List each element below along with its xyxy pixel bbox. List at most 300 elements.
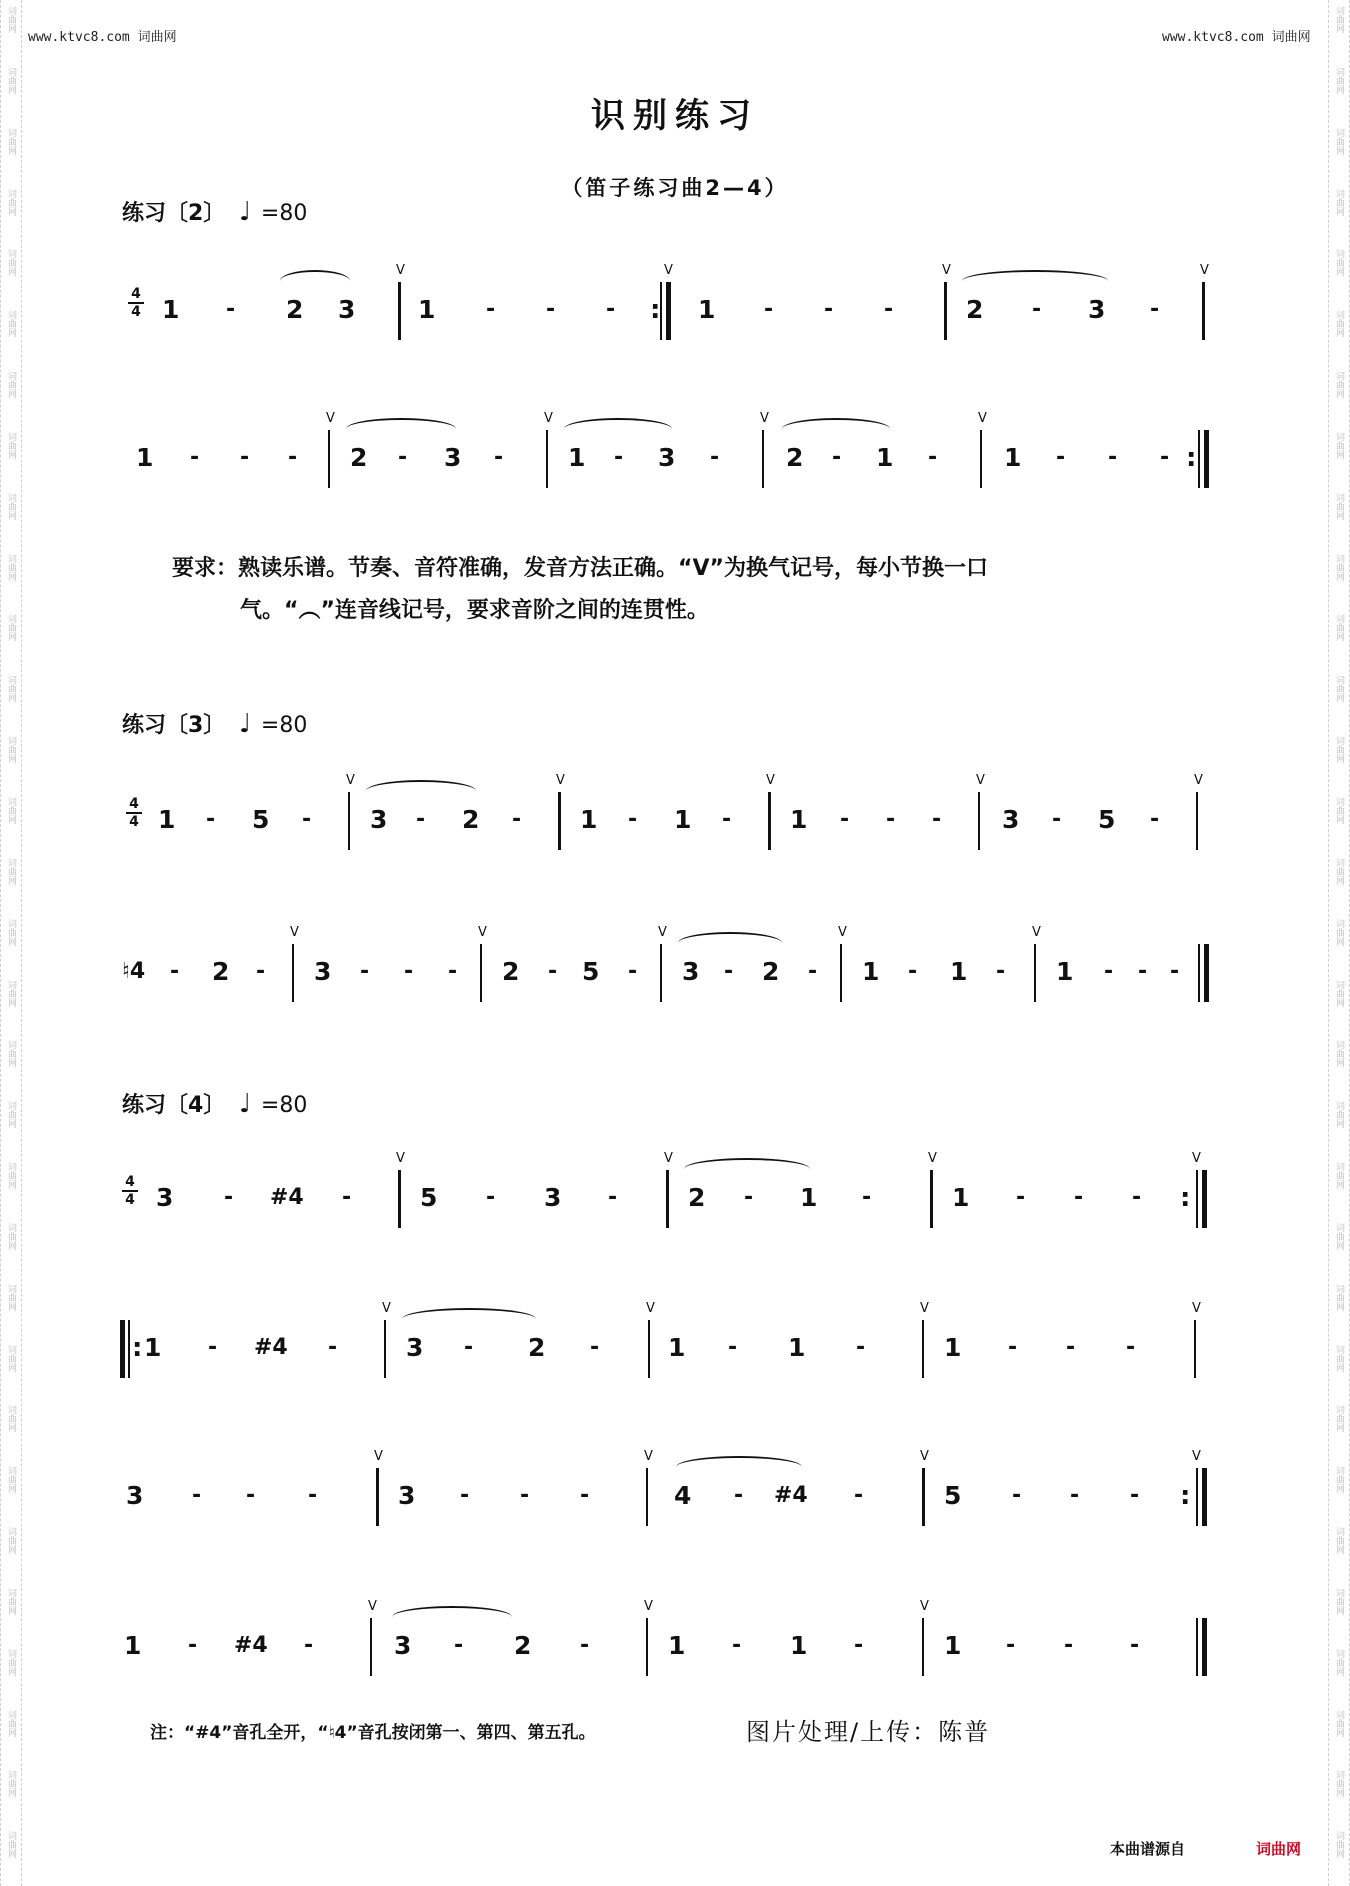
- note: 2: [528, 1333, 546, 1362]
- breath-mark: V: [838, 925, 847, 940]
- note: 3: [394, 1631, 412, 1660]
- left-watermark-strip: [0, 0, 22, 1886]
- dash: -: [832, 445, 842, 470]
- dash: -: [996, 959, 1006, 984]
- dash: -: [404, 959, 414, 984]
- watermark-text: 词曲网: [1334, 1648, 1344, 1676]
- dash: -: [1074, 1185, 1084, 1210]
- barline: [666, 1170, 669, 1228]
- breath-mark: V: [382, 1301, 391, 1316]
- note: 5: [1098, 805, 1116, 834]
- quarter-note-icon: ♩: [238, 1089, 252, 1119]
- dash: -: [1132, 1185, 1142, 1210]
- dash: -: [190, 445, 200, 470]
- dash: -: [486, 1185, 496, 1210]
- watermark-text: 词曲网: [1334, 1040, 1344, 1068]
- dash: -: [732, 1633, 742, 1658]
- dash: -: [808, 959, 818, 984]
- barline: [398, 282, 401, 340]
- dash: -: [854, 1633, 864, 1658]
- watermark-text: 词曲网: [1334, 918, 1344, 946]
- dash: -: [208, 1335, 218, 1360]
- breath-mark: V: [1192, 1151, 1201, 1166]
- watermark-text: 词曲网: [6, 310, 16, 338]
- tempo-marking: =80: [260, 201, 308, 226]
- watermark-text: 词曲网: [1334, 1770, 1344, 1798]
- watermark-text: 词曲网: [6, 127, 16, 155]
- watermark-text: 词曲网: [6, 736, 16, 764]
- watermark-text: 词曲网: [1334, 1709, 1344, 1737]
- note: 1: [862, 957, 880, 986]
- barline: [1202, 282, 1205, 340]
- watermark-text: 词曲网: [1334, 1344, 1344, 1372]
- note: ♮4: [122, 959, 146, 984]
- note: 2: [786, 443, 804, 472]
- dash: -: [734, 1483, 744, 1508]
- watermark-text: 词曲网: [6, 66, 16, 94]
- source-label: 本曲谱源自: [1110, 1840, 1186, 1858]
- watermark-text: 词曲网: [6, 796, 16, 824]
- watermark-text: 词曲网: [6, 857, 16, 885]
- watermark-text: 词曲网: [6, 1101, 16, 1129]
- breath-mark: V: [290, 925, 299, 940]
- note: 1: [568, 443, 586, 472]
- repeat-barline: [666, 282, 671, 340]
- breath-mark: V: [556, 773, 565, 788]
- dash: -: [308, 1483, 318, 1508]
- watermark-text: 词曲网: [6, 1040, 16, 1068]
- note: 2: [212, 957, 230, 986]
- barline: [558, 792, 561, 850]
- watermark-text: 词曲网: [6, 431, 16, 459]
- note: 5: [582, 957, 600, 986]
- note: 2: [762, 957, 780, 986]
- watermark-text: 词曲网: [1334, 1831, 1344, 1859]
- dash: -: [580, 1633, 590, 1658]
- barline: [1196, 1468, 1198, 1526]
- dash: -: [1008, 1335, 1018, 1360]
- dash: -: [1104, 959, 1114, 984]
- breath-mark: V: [976, 773, 985, 788]
- note: 1: [876, 443, 894, 472]
- dash: -: [1150, 807, 1160, 832]
- barline: [1196, 792, 1198, 850]
- watermark-text: 词曲网: [1334, 66, 1344, 94]
- dash: -: [628, 959, 638, 984]
- time-signature: 4 4: [122, 1174, 138, 1208]
- breath-mark: V: [978, 411, 987, 426]
- dash: -: [884, 297, 894, 322]
- barline: [384, 1320, 386, 1378]
- header-left-url[interactable]: www.ktvc8.com 词曲网: [28, 30, 177, 45]
- note: 2: [514, 1631, 532, 1660]
- barline: [370, 1618, 372, 1676]
- note: 1: [944, 1631, 962, 1660]
- watermark-text: 词曲网: [6, 1709, 16, 1737]
- watermark-text: 词曲网: [1334, 1101, 1344, 1129]
- dash: -: [590, 1335, 600, 1360]
- note: 1: [668, 1333, 686, 1362]
- dash: -: [1138, 959, 1148, 984]
- dash: -: [548, 959, 558, 984]
- note: 2: [286, 295, 304, 324]
- dash: -: [1056, 445, 1066, 470]
- dash: -: [460, 1483, 470, 1508]
- watermark-text: 词曲网: [6, 1405, 16, 1433]
- breath-mark: V: [644, 1449, 653, 1464]
- staff-6: [120, 1301, 1215, 1378]
- barline: [1196, 1170, 1198, 1228]
- dash: -: [1032, 297, 1042, 322]
- dash: -: [224, 1185, 234, 1210]
- barline: [376, 1468, 379, 1526]
- watermark-text: 词曲网: [6, 1466, 16, 1494]
- watermark-text: 词曲网: [1334, 553, 1344, 581]
- watermark-text: 词曲网: [6, 675, 16, 703]
- barline: [398, 1170, 401, 1228]
- breath-mark: V: [644, 1599, 653, 1614]
- note: 2: [350, 443, 368, 472]
- dash: -: [580, 1483, 590, 1508]
- barline: [1034, 944, 1036, 1002]
- tempo-marking: =80: [260, 713, 308, 738]
- dash: -: [448, 959, 458, 984]
- watermark-text: 词曲网: [1334, 1405, 1344, 1433]
- right-watermark-strip: [1328, 0, 1350, 1886]
- dash: -: [494, 445, 504, 470]
- watermark-text: 词曲网: [1334, 857, 1344, 885]
- barline: [292, 944, 294, 1002]
- note: 1: [158, 805, 176, 834]
- note: 2: [462, 805, 480, 834]
- watermark-text: 词曲网: [1334, 249, 1344, 277]
- dash: -: [606, 297, 616, 322]
- barline: [840, 944, 842, 1002]
- note: 3: [370, 805, 388, 834]
- dash: -: [188, 1633, 198, 1658]
- note: 3: [444, 443, 462, 472]
- note: 3: [314, 957, 332, 986]
- breath-mark: V: [396, 263, 405, 278]
- barline: [348, 792, 350, 850]
- breath-mark: V: [326, 411, 335, 426]
- dash: -: [608, 1185, 618, 1210]
- exercise-label: 练习〔2〕: [122, 201, 226, 226]
- dash: -: [764, 297, 774, 322]
- barline: [1198, 430, 1200, 488]
- breath-mark: V: [478, 925, 487, 940]
- dash: -: [614, 445, 624, 470]
- watermark-text: 词曲网: [6, 1648, 16, 1676]
- note: #4: [234, 1633, 268, 1658]
- breath-mark: V: [766, 773, 775, 788]
- dash: -: [854, 1483, 864, 1508]
- note: 1: [144, 1333, 162, 1362]
- dash: -: [486, 297, 496, 322]
- breath-mark: V: [1200, 263, 1209, 278]
- barline: [128, 1320, 130, 1378]
- breath-mark: V: [374, 1449, 383, 1464]
- dash: -: [932, 807, 942, 832]
- note: 1: [790, 805, 808, 834]
- dash: -: [1066, 1335, 1076, 1360]
- breath-mark: V: [646, 1301, 655, 1316]
- dash: -: [1130, 1483, 1140, 1508]
- dash: -: [1160, 445, 1170, 470]
- page-title: 识别练习: [591, 96, 759, 136]
- dash: -: [1070, 1483, 1080, 1508]
- watermark-text: 词曲网: [1334, 188, 1344, 216]
- note: 1: [952, 1183, 970, 1212]
- note: #4: [254, 1335, 288, 1360]
- dash: -: [288, 445, 298, 470]
- barline: [1196, 1618, 1198, 1676]
- breath-mark: V: [396, 1151, 405, 1166]
- breath-mark: V: [544, 411, 553, 426]
- breath-mark: V: [1192, 1449, 1201, 1464]
- breath-mark: V: [920, 1449, 929, 1464]
- watermark-text: 词曲网: [6, 249, 16, 277]
- footnote: 注：“#4”音孔全开，“♮4”音孔按闭第一、第四、第五孔。: [150, 1723, 596, 1743]
- note: #4: [270, 1185, 304, 1210]
- dash: -: [1064, 1633, 1074, 1658]
- dash: -: [520, 1483, 530, 1508]
- watermark-text: 词曲网: [1334, 1527, 1344, 1555]
- breath-mark: V: [658, 925, 667, 940]
- watermark-text: 词曲网: [1334, 492, 1344, 520]
- watermark-text: 词曲网: [1334, 1162, 1344, 1190]
- barline: [1198, 944, 1200, 1002]
- note: 2: [966, 295, 984, 324]
- requirement-line-1: 要求：熟读乐谱。节奏、音符准确，发音方法正确。“V”为换气记号，每小节换一口: [172, 556, 988, 581]
- breath-mark: V: [368, 1599, 377, 1614]
- dash: -: [1108, 445, 1118, 470]
- dash: -: [710, 445, 720, 470]
- repeat-barline: [1202, 1170, 1207, 1228]
- barline: [768, 792, 771, 850]
- note: 1: [698, 295, 716, 324]
- dash: -: [192, 1483, 202, 1508]
- note: 2: [688, 1183, 706, 1212]
- dash: -: [302, 807, 312, 832]
- dash: -: [342, 1185, 352, 1210]
- barline: [922, 1618, 924, 1676]
- barline: [922, 1468, 925, 1526]
- dash: -: [744, 1185, 754, 1210]
- watermark-text: 词曲网: [6, 918, 16, 946]
- dash: -: [1052, 807, 1062, 832]
- watermark-text: 词曲网: [6, 188, 16, 216]
- dash: -: [856, 1335, 866, 1360]
- note: 1: [668, 1631, 686, 1660]
- staff-5: [120, 1151, 1215, 1228]
- repeat-dots: :: [132, 1333, 143, 1363]
- watermark-text: 词曲网: [6, 371, 16, 399]
- dash: -: [928, 445, 938, 470]
- watermark-text: 词曲网: [6, 492, 16, 520]
- breath-mark: V: [1194, 773, 1203, 788]
- note: 5: [944, 1481, 962, 1510]
- watermark-text: 词曲网: [6, 1587, 16, 1615]
- dash: -: [1006, 1633, 1016, 1658]
- watermark-text: 词曲网: [1334, 1587, 1344, 1615]
- note: 3: [658, 443, 676, 472]
- requirement-line-2: 气。“︵”连音线记号，要求音阶之间的连贯性。: [240, 598, 709, 623]
- note: 3: [398, 1481, 416, 1510]
- repeat-dots: :: [1186, 443, 1197, 473]
- barline: [1194, 1320, 1196, 1378]
- dash: -: [454, 1633, 464, 1658]
- note: 3: [338, 295, 356, 324]
- barline: [660, 944, 662, 1002]
- note: #4: [774, 1483, 808, 1508]
- note: 3: [1002, 805, 1020, 834]
- dash: -: [1016, 1185, 1026, 1210]
- watermark-text: 词曲网: [6, 1831, 16, 1859]
- tempo-marking: =80: [260, 1093, 308, 1118]
- barline: [978, 792, 980, 850]
- watermark-text: 词曲网: [1334, 6, 1344, 33]
- breath-mark: V: [928, 1151, 937, 1166]
- dash: -: [398, 445, 408, 470]
- note: 3: [682, 957, 700, 986]
- breath-mark: V: [942, 263, 951, 278]
- header-right-url[interactable]: www.ktvc8.com 词曲网: [1162, 30, 1311, 45]
- note: 3: [406, 1333, 424, 1362]
- watermark-text: 词曲网: [6, 6, 16, 33]
- dash: -: [1150, 297, 1160, 322]
- note: 1: [674, 805, 692, 834]
- dash: -: [304, 1633, 314, 1658]
- dash: -: [1126, 1335, 1136, 1360]
- barline: [648, 1320, 650, 1378]
- dash: -: [464, 1335, 474, 1360]
- repeat-dots: :: [650, 295, 661, 325]
- dash: -: [908, 959, 918, 984]
- staff-1: [120, 263, 1215, 340]
- breath-mark: V: [760, 411, 769, 426]
- note: 1: [950, 957, 968, 986]
- watermark-text: 词曲网: [6, 1222, 16, 1250]
- final-repeat-barline: [1204, 430, 1209, 488]
- site-name-link[interactable]: 词曲网: [1256, 1840, 1302, 1858]
- dash: -: [886, 807, 896, 832]
- note: 1: [788, 1333, 806, 1362]
- watermark-text: 词曲网: [1334, 1466, 1344, 1494]
- watermark-text: 词曲网: [6, 553, 16, 581]
- dash: -: [840, 807, 850, 832]
- watermark-text: 词曲网: [1334, 614, 1344, 642]
- note: 5: [252, 805, 270, 834]
- barline: [922, 1320, 924, 1378]
- watermark-text: 词曲网: [1334, 1222, 1344, 1250]
- upload-credit: 图片处理/上传：陈普: [746, 1718, 991, 1746]
- dash: -: [416, 807, 426, 832]
- staff-4: [120, 925, 1215, 1002]
- watermark-text: 词曲网: [1334, 371, 1344, 399]
- dash: -: [170, 959, 180, 984]
- dash: -: [206, 807, 216, 832]
- watermark-text: 词曲网: [6, 1162, 16, 1190]
- exercise-label: 练习〔4〕: [122, 1093, 226, 1118]
- watermark-text: 词曲网: [6, 1527, 16, 1555]
- repeat-dots: :: [1180, 1183, 1191, 1213]
- watermark-text: 词曲网: [1334, 736, 1344, 764]
- note: 1: [136, 443, 154, 472]
- watermark-text: 词曲网: [6, 1344, 16, 1372]
- note: 1: [800, 1183, 818, 1212]
- barline: [546, 430, 548, 488]
- repeat-dots: :: [1180, 1481, 1191, 1511]
- barline: [646, 1468, 648, 1526]
- watermark-text: 词曲网: [1334, 979, 1344, 1007]
- quarter-note-icon: ♩: [238, 197, 252, 227]
- requirement-text: [172, 548, 1212, 632]
- dash: -: [728, 1335, 738, 1360]
- dash: -: [1170, 959, 1180, 984]
- time-signature: 4 4: [126, 796, 142, 830]
- dash: -: [722, 807, 732, 832]
- dash: -: [240, 445, 250, 470]
- exercise-label: 练习〔3〕: [122, 713, 226, 738]
- watermark-text: 词曲网: [1334, 1283, 1344, 1311]
- breath-mark: V: [1032, 925, 1041, 940]
- dash: -: [862, 1185, 872, 1210]
- watermark-text: 词曲网: [1334, 310, 1344, 338]
- note: 1: [418, 295, 436, 324]
- final-barline: [1204, 944, 1209, 1002]
- note: 3: [156, 1183, 174, 1212]
- note: 1: [1056, 957, 1074, 986]
- staff-7: [120, 1449, 1215, 1526]
- barline: [930, 1170, 933, 1228]
- dash: -: [328, 1335, 338, 1360]
- dash: -: [628, 807, 638, 832]
- note: 1: [944, 1333, 962, 1362]
- breath-mark: V: [920, 1301, 929, 1316]
- watermark-text: 词曲网: [1334, 431, 1344, 459]
- watermark-text: 词曲网: [1334, 796, 1344, 824]
- exercise-3-heading: [122, 708, 307, 739]
- barline: [328, 430, 330, 488]
- barline: [762, 430, 764, 488]
- watermark-text: 词曲网: [6, 979, 16, 1007]
- staff-3: [120, 773, 1215, 850]
- repeat-barline: [1202, 1468, 1207, 1526]
- note: 1: [1004, 443, 1022, 472]
- dash: -: [512, 807, 522, 832]
- dash: -: [360, 959, 370, 984]
- dash: -: [724, 959, 734, 984]
- breath-mark: V: [920, 1599, 929, 1614]
- note: 1: [580, 805, 598, 834]
- breath-mark: V: [346, 773, 355, 788]
- watermark-text: 词曲网: [6, 1283, 16, 1311]
- dash: -: [226, 297, 236, 322]
- breath-mark: V: [1192, 1301, 1201, 1316]
- repeat-start-barline: [120, 1320, 125, 1378]
- dash: -: [1012, 1483, 1022, 1508]
- dash: -: [546, 297, 556, 322]
- breath-mark: V: [664, 1151, 673, 1166]
- exercise-4-heading: [122, 1088, 307, 1119]
- watermark-text: 词曲网: [1334, 675, 1344, 703]
- note: 4: [674, 1481, 692, 1510]
- note: 1: [124, 1631, 142, 1660]
- staff-2: [120, 411, 1215, 488]
- staff-8: [120, 1599, 1215, 1676]
- barline: [944, 282, 947, 340]
